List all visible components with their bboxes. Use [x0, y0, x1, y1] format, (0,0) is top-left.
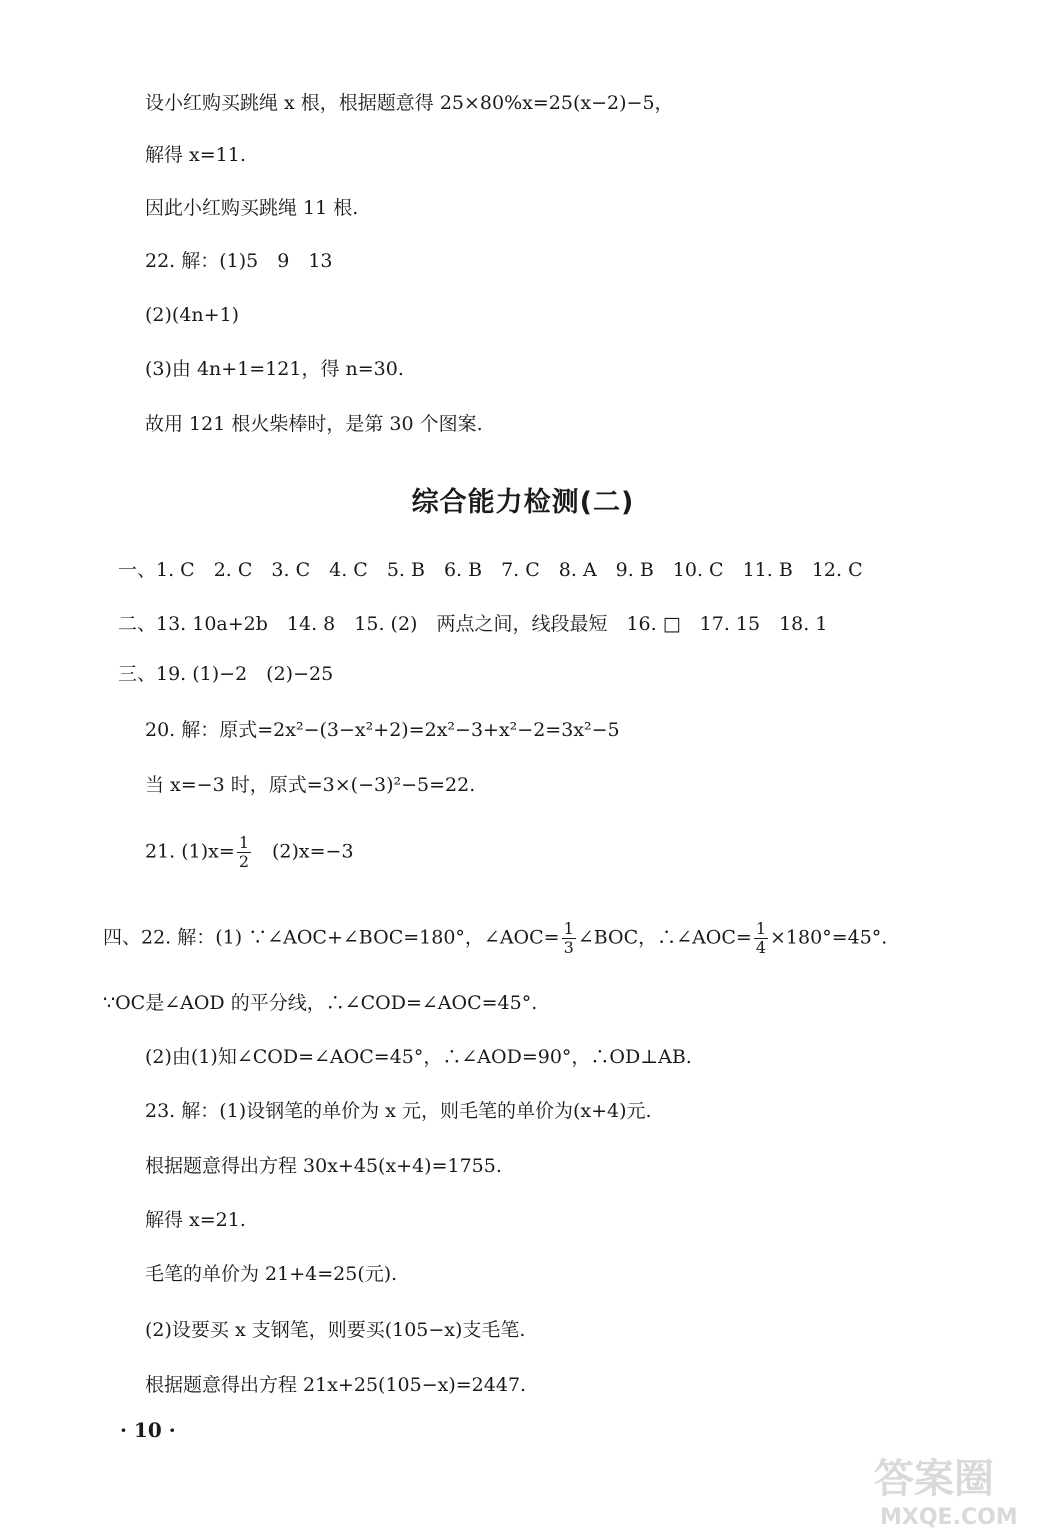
solution-line: 解得 x=11.: [145, 144, 246, 166]
fraction-denominator: 3: [563, 938, 574, 957]
q22-text: 四、22. 解：(1) ∵∠AOC+∠BOC=180°，∠AOC=: [103, 926, 560, 949]
solution-q23: (2)设要买 x 支钢笔，则要买(105−x)支毛笔.: [145, 1319, 526, 1341]
fraction-denominator: 4: [755, 938, 767, 957]
fraction: [562, 920, 576, 957]
fraction-denominator: 2: [238, 852, 249, 871]
solution-q20: 20. 解：原式=2x²−(3−x²+2)=2x²−3+x²−2=3x²−5: [145, 719, 620, 741]
solution-q23: 根据题意得出方程 21x+25(105−x)=2447.: [145, 1374, 527, 1396]
solution-q21: [145, 834, 354, 871]
solution-q22-part2: (2)由(1)知∠COD=∠AOC=45°，∴∠AOD=90°，∴OD⊥AB.: [145, 1046, 692, 1068]
fraction-numerator: 1: [755, 919, 767, 938]
answers-multiple-choice: 一、1. C 2. C 3. C 4. C 5. B 6. B 7. C 8. A 9. B 10. C 11. B 12. C: [118, 559, 863, 581]
page-number: · 10 ·: [120, 1418, 176, 1442]
solution-q23: 根据题意得出方程 30x+45(x+4)=1755.: [145, 1155, 502, 1177]
section-title: 综合能力检测(二): [411, 487, 635, 518]
solution-q23: 解得 x=21.: [145, 1209, 246, 1231]
solution-q20-eval: 当 x=−3 时，原式=3×(−3)²−5=22.: [145, 774, 476, 796]
fraction: [754, 920, 768, 957]
solution-q22-line2: ∵OC是∠AOD 的平分线，∴∠COD=∠AOC=45°.: [103, 992, 538, 1014]
solution-q23: 23. 解：(1)设钢笔的单价为 x 元，则毛笔的单价为(x+4)元.: [145, 1100, 652, 1122]
q22-text: ×180°=45°.: [770, 926, 888, 949]
solution-line: (3)由 4n+1=121，得 n=30.: [145, 358, 404, 380]
watermark-text: 答案圈: [874, 1456, 994, 1502]
answers-fill-in: 二、13. 10a+2b 14. 8 15. (2) 两点之间，线段最短 16. □ 17. 15 18. 1: [118, 613, 828, 635]
q21-text: (2)x=−3: [253, 840, 354, 863]
solution-line: 22. 解：(1)5 9 13: [145, 250, 333, 272]
solution-q22: [103, 920, 887, 957]
fraction: [237, 834, 251, 871]
solution-line: 故用 121 根火柴棒时，是第 30 个图案.: [145, 413, 483, 435]
q21-text: 21. (1)x=: [145, 840, 235, 863]
solution-line: 设小红购买跳绳 x 根，根据题意得 25×80%x=25(x−2)−5，: [145, 92, 674, 114]
solution-line: (2)(4n+1): [145, 304, 240, 326]
watermark-logo: [870, 1448, 1040, 1530]
solution-q23: 毛笔的单价为 21+4=25(元).: [145, 1263, 398, 1285]
watermark-url: MXQE.COM: [880, 1505, 1018, 1530]
fraction-numerator: 1: [563, 919, 574, 938]
fraction-numerator: 1: [238, 833, 249, 852]
answers-q19: 三、19. (1)−2 (2)−25: [118, 663, 334, 685]
q22-text: ∠BOC，∴∠AOC=: [577, 926, 752, 949]
solution-line: 因此小红购买跳绳 11 根.: [145, 197, 359, 219]
